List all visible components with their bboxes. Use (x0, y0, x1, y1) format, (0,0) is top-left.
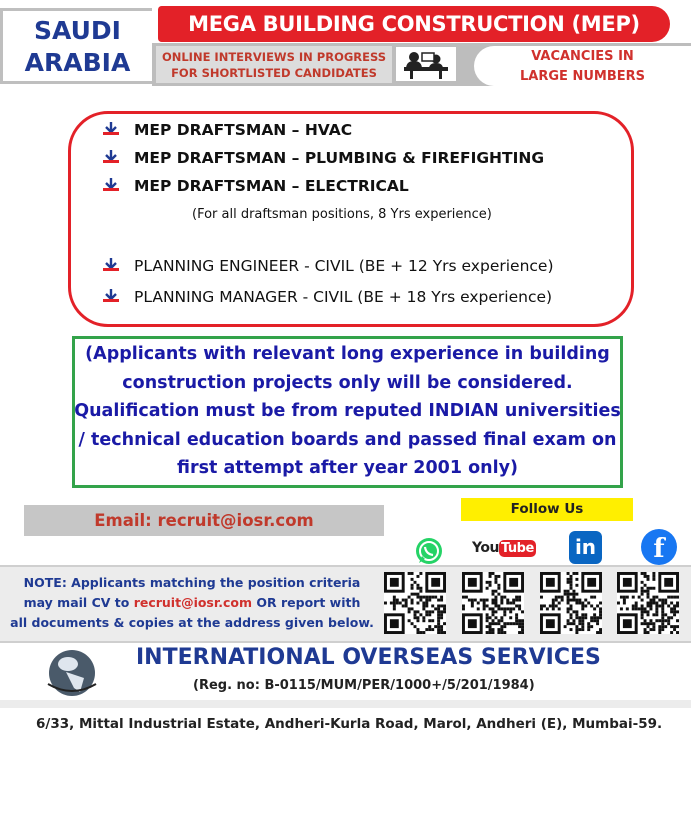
follow-us-label: Follow Us (461, 498, 633, 521)
position-label: PLANNING ENGINEER - CIVIL (BE + 12 Yrs experience) (134, 257, 554, 275)
position-item (102, 257, 554, 275)
youtube-tube: Tube (500, 540, 534, 556)
online-line-2: FOR SHORTLISTED CANDIDATES (171, 66, 377, 80)
position-item (102, 149, 544, 167)
note-line-3: all documents & copies at the address given below. (10, 615, 374, 630)
position-label: MEP DRAFTSMAN – ELECTRICAL (134, 177, 409, 195)
linkedin-icon[interactable]: in (569, 531, 602, 564)
applicants-line: Qualification must be from reputed INDIAN universities (74, 401, 621, 421)
applicants-line: construction projects only will be considered. (122, 372, 573, 393)
vacancies-line-1: VACANCIES IN (531, 49, 634, 64)
applicants-line: / technical education boards and passed final exam on (78, 429, 617, 450)
company-globe-logo (44, 648, 100, 698)
address-divider (0, 700, 691, 708)
note-part-3: OR report with (252, 595, 361, 610)
registration-number: (Reg. no: B-0115/MUM/PER/1000+/5/201/1984) (193, 678, 535, 693)
whatsapp-icon[interactable] (414, 536, 444, 566)
country-line-1: SAUDI (34, 16, 121, 45)
online-interviews-badge (156, 46, 392, 83)
title-banner: MEGA BUILDING CONSTRUCTION (MEP) (158, 6, 670, 42)
vacancies-line-2: LARGE NUMBERS (520, 69, 645, 84)
note-email-link[interactable]: recruit@iosr.com (133, 595, 253, 610)
position-item (102, 288, 552, 306)
arrow-bullet-icon (102, 121, 120, 139)
note-line-2 (6, 593, 378, 613)
position-item (102, 121, 352, 139)
arrow-bullet-icon (102, 288, 120, 306)
arrow-bullet-icon (102, 149, 120, 167)
note-part-2: may mail CV to (23, 595, 134, 610)
position-label: MEP DRAFTSMAN – PLUMBING & FIREFIGHTING (134, 149, 545, 167)
applicants-line: first attempt after year 2001 only) (177, 458, 518, 478)
qr-code-icon[interactable] (384, 572, 446, 634)
qr-code-icon[interactable] (540, 572, 602, 634)
youtube-icon[interactable] (472, 534, 534, 562)
applicants-line: (Applicants with relevant long experience in building (85, 344, 610, 364)
note-line-1: NOTE: Applicants matching the position criteria (23, 575, 361, 590)
facebook-icon[interactable]: f (641, 529, 677, 565)
meeting-icon (396, 47, 456, 81)
email-label[interactable]: Email: recruit@iosr.com (24, 505, 384, 536)
company-name: INTERNATIONAL OVERSEAS SERVICES (136, 645, 601, 670)
position-label: PLANNING MANAGER - CIVIL (BE + 18 Yrs experience) (134, 288, 553, 306)
position-item (102, 177, 409, 195)
online-line-1: ONLINE INTERVIEWS IN PROGRESS (161, 50, 387, 64)
country-label (0, 8, 152, 84)
vacancies-badge (474, 46, 691, 86)
draftsman-experience-note: (For all draftsman positions, 8 Yrs experience) (192, 207, 492, 222)
qr-code-icon[interactable] (462, 572, 524, 634)
position-label: MEP DRAFTSMAN – HVAC (134, 121, 353, 139)
arrow-bullet-icon (102, 177, 120, 195)
applicants-text (72, 340, 623, 483)
qr-code-icon[interactable] (617, 572, 679, 634)
arrow-bullet-icon (102, 257, 120, 275)
country-line-2: ARABIA (24, 48, 131, 77)
note-text (6, 573, 378, 633)
youtube-you: You (472, 540, 499, 556)
company-address: 6/33, Mittal Industrial Estate, Andheri-Kurla Road, Marol, Andheri (E), Mumbai-59. (36, 716, 663, 732)
